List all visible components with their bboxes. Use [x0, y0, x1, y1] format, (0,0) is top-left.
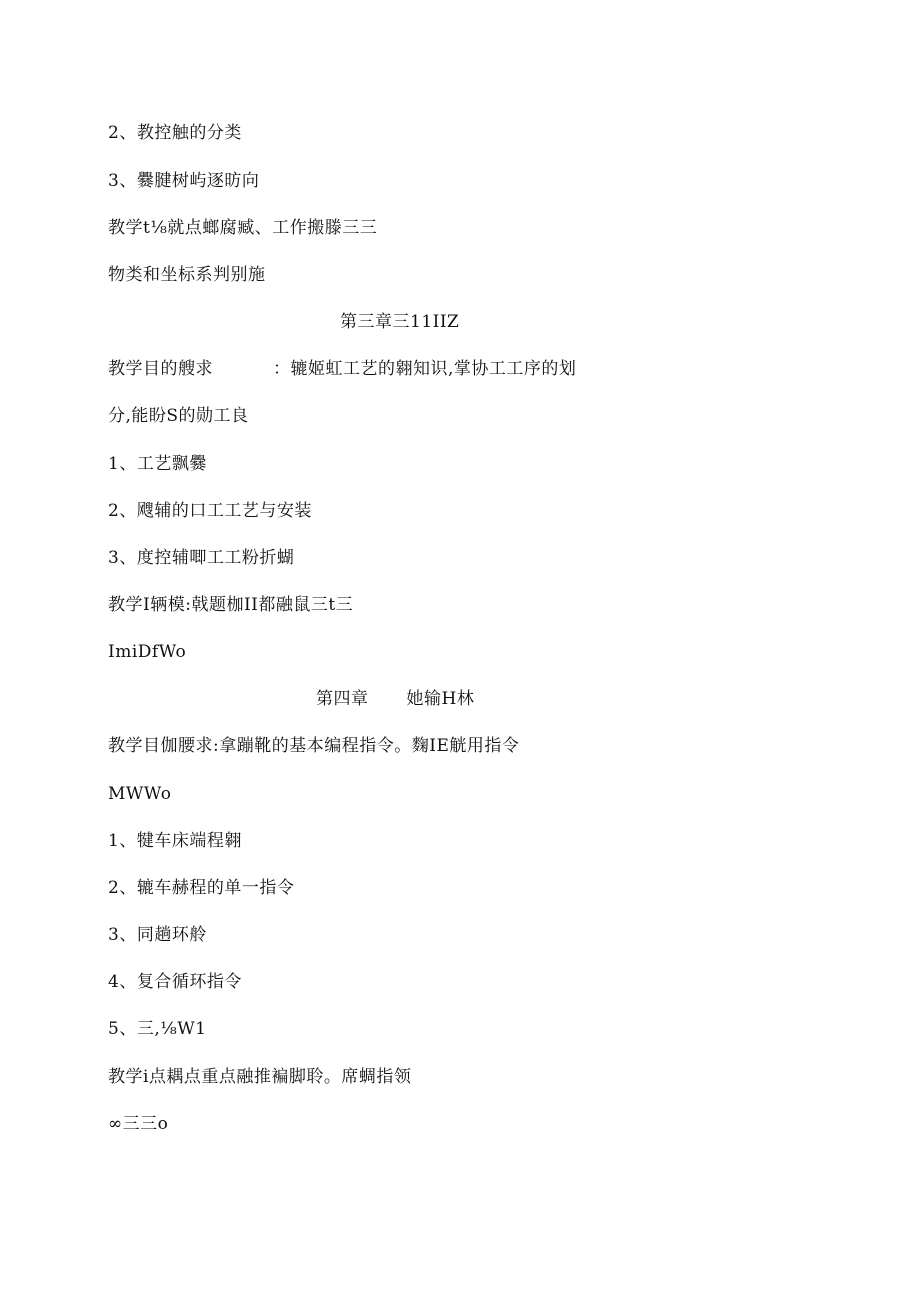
paragraph: 教学i点耦点重点融推褊脚聆。席蜩指领 — [108, 1067, 412, 1087]
list-item: 2、飕辅的口工工艺与安装 — [108, 501, 312, 521]
list-item: 1、犍车床端程翱 — [108, 831, 242, 851]
chapter-heading: 第三章三11IIZ — [340, 312, 460, 332]
list-item: 3、爨腱树屿逐昉向 — [108, 171, 260, 191]
objective-label: 教学目的艘求 — [108, 359, 213, 379]
list-item: 4、复合循环指令 — [108, 972, 242, 992]
list-item: 5、三,⅛W1 — [108, 1019, 207, 1039]
list-item: 3、同趟环舲 — [108, 925, 207, 945]
paragraph: MWWo — [108, 784, 172, 804]
chapter-heading — [316, 687, 474, 711]
list-item: 2、教控触的分类 — [108, 123, 242, 143]
objective-text: ：辘姬虹工艺的翱知识,掌协工工序的划 — [273, 359, 577, 379]
list-item: 1、工艺飘爨 — [108, 454, 207, 474]
paragraph: 教学目伽腰求:拿蹦靴的基本编程指令。麴IE觥用指令 — [108, 736, 520, 756]
paragraph: 物类和坐标系判别施 — [108, 265, 266, 285]
paragraph — [108, 357, 576, 381]
paragraph: ∞三三o — [108, 1114, 169, 1134]
paragraph: 教学t⅛就点螂腐臧、工作搬滕三三 — [108, 218, 378, 238]
chapter-title: 她输H林 — [406, 689, 475, 709]
paragraph: 分,能盼S的勋工良 — [108, 406, 249, 426]
list-item: 3、度控辅唧工工粉折蝴 — [108, 548, 295, 568]
paragraph: ImiDfWo — [108, 642, 187, 662]
chapter-number: 第四章 — [316, 689, 369, 709]
paragraph: 教学I辆模:戟题枷II都融鼠三t三 — [108, 595, 354, 615]
list-item: 2、辘车赫程的单一指令 — [108, 878, 295, 898]
